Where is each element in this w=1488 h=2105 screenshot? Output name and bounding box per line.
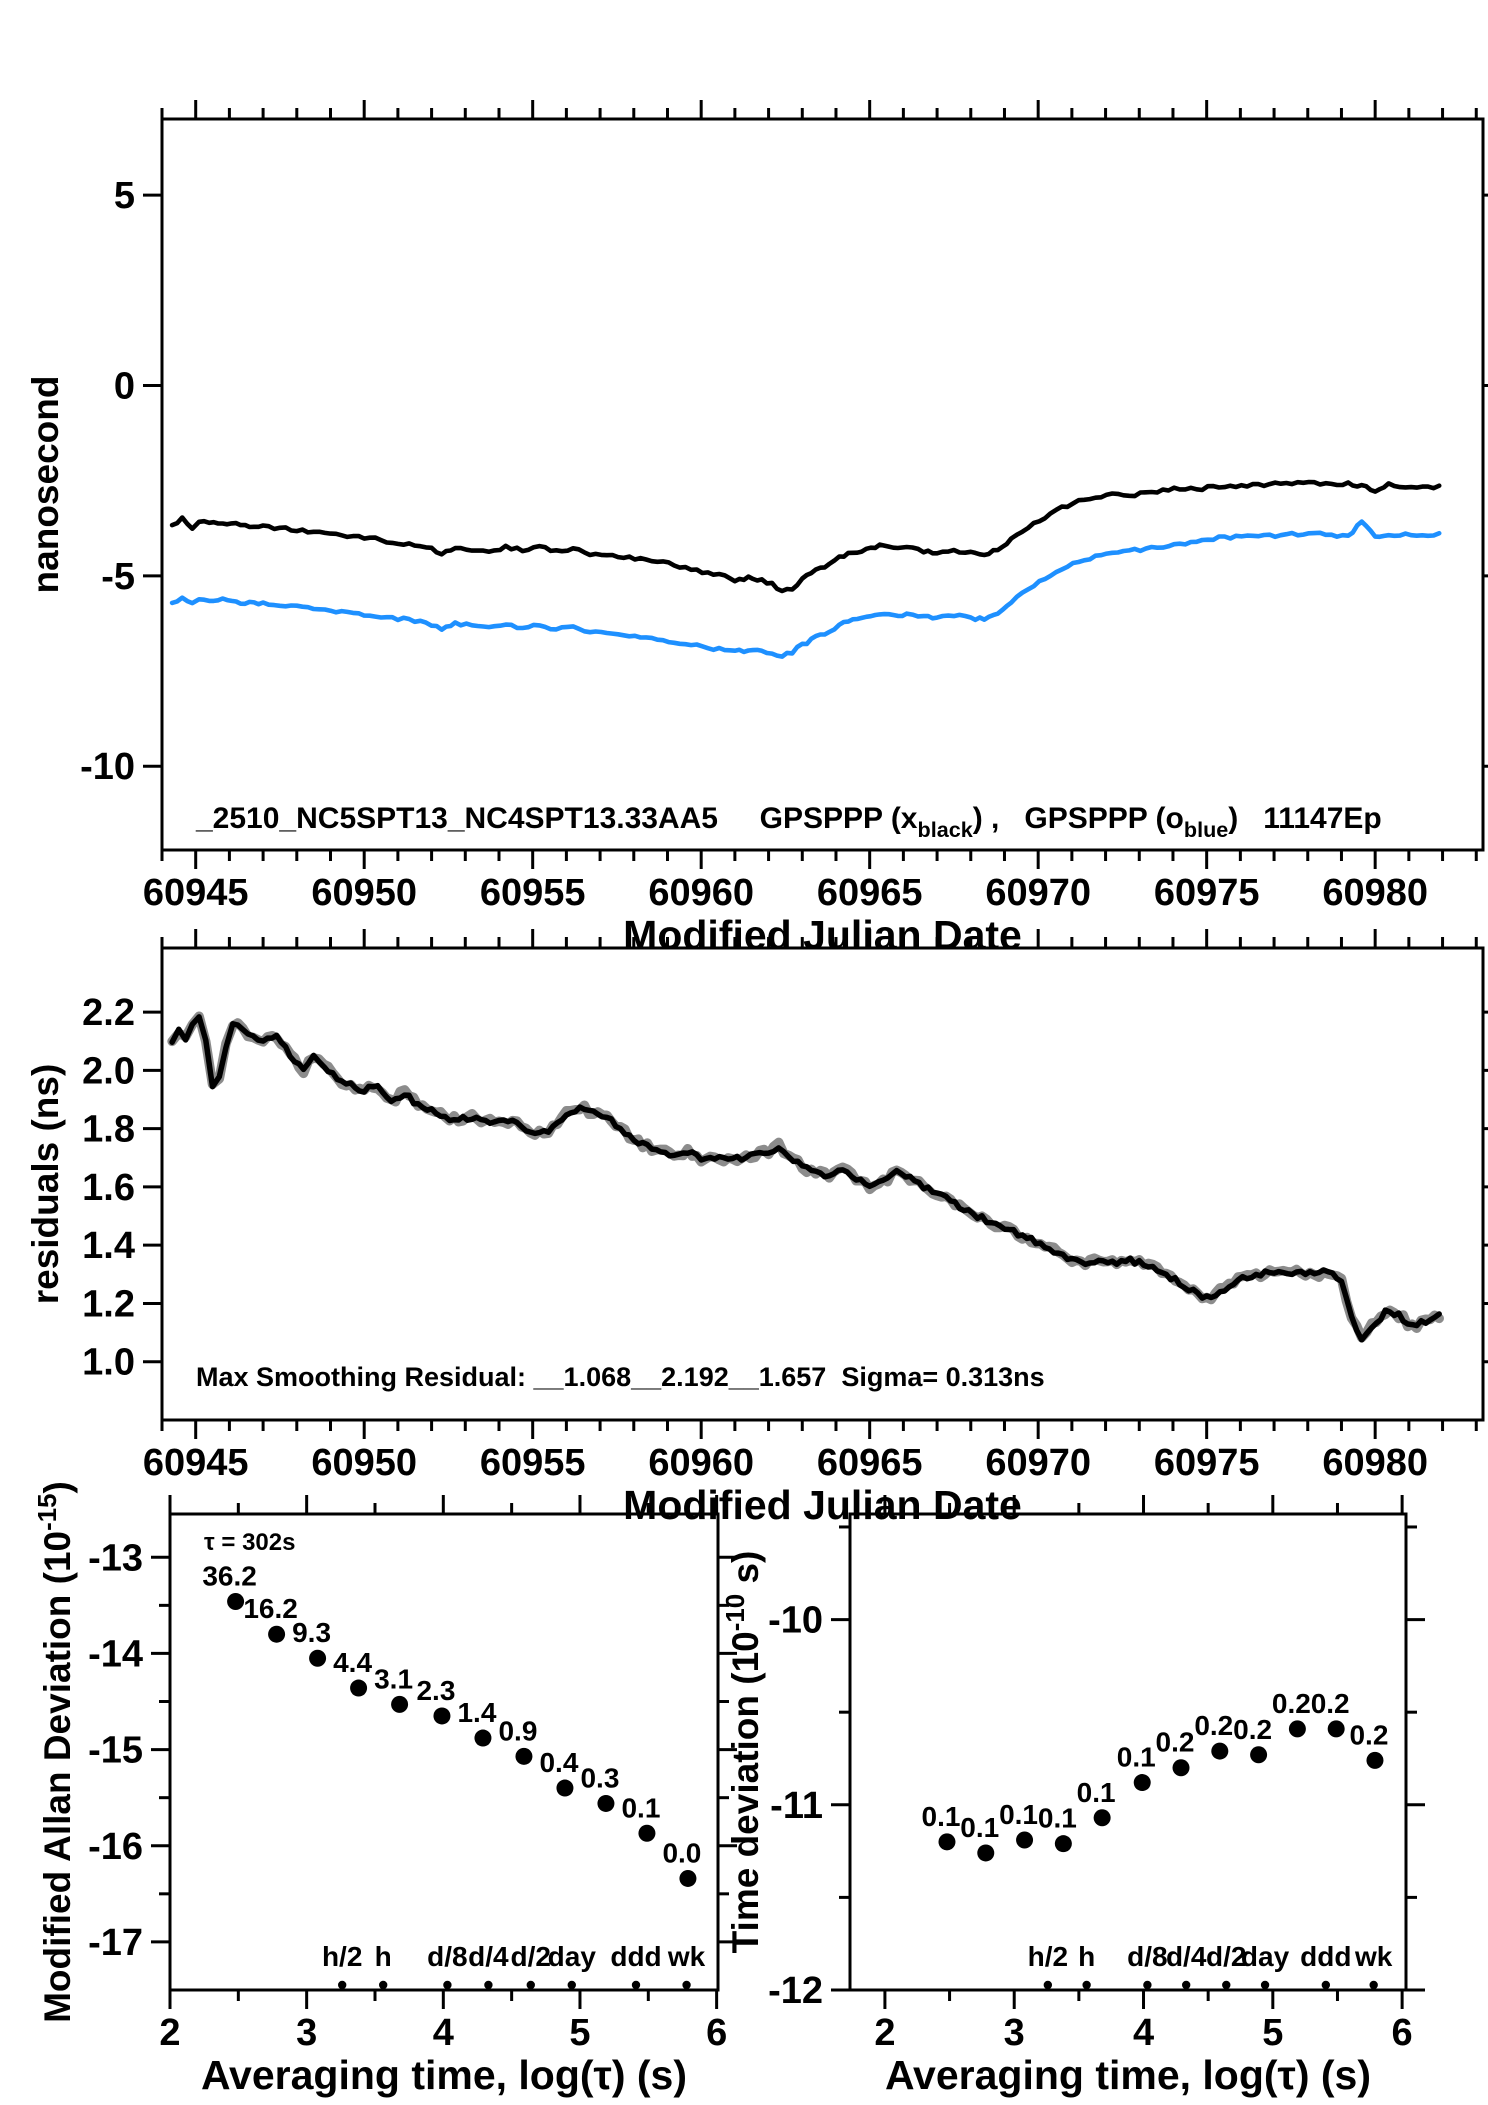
mid-ytick-label: 1.0 — [82, 1341, 135, 1384]
bl-mark-dot — [682, 1981, 690, 1989]
bl-xtick-label: 2 — [159, 2012, 181, 2054]
bl-xtick-label: 4 — [432, 2012, 454, 2054]
br-xtick-label: 2 — [874, 2012, 896, 2054]
br-point — [1211, 1743, 1228, 1760]
br-point-label: 0.2 — [1233, 1713, 1273, 1745]
mid-xtick-label: 60975 — [1153, 1442, 1260, 1484]
br-point — [1289, 1720, 1306, 1737]
br-xtick-label: 5 — [1262, 2012, 1284, 2054]
bl-xtick-label: 6 — [706, 2012, 728, 2054]
bl-mark-dot — [568, 1981, 576, 1989]
mid-xtick-label: 60970 — [985, 1442, 1092, 1484]
br-point-label: 0.2 — [1155, 1726, 1195, 1758]
br-mark-dot — [1261, 1981, 1269, 1989]
text-part: -15 — [33, 1493, 62, 1531]
br-mark-dot — [1322, 1981, 1330, 1989]
bl-point — [268, 1626, 285, 1643]
bl-point-label: 9.3 — [292, 1617, 332, 1649]
br-mark-label: d/8 — [1127, 1941, 1168, 1972]
br-point — [938, 1833, 955, 1850]
br-xtick-label: 3 — [1003, 2012, 1025, 2054]
top-ytick-label: -5 — [101, 555, 135, 598]
bl-mark-dot — [338, 1981, 346, 1989]
bl-mark-dot — [443, 1981, 451, 1989]
br-ytick-label: -12 — [768, 1970, 823, 2012]
text-part: _2510_NC5SPT13_NC4SPT13.33AA5 GPSPPP (x — [196, 802, 918, 835]
mid-xtick-label: 60965 — [816, 1442, 923, 1484]
br-point-label: 0.2 — [1310, 1687, 1350, 1719]
br-point — [977, 1844, 994, 1861]
br-mark-dot — [1369, 1981, 1377, 1989]
br-ytick-label: -11 — [770, 1784, 823, 1827]
bl-mark-label: d/2 — [510, 1941, 552, 1972]
bl-point-label: 1.4 — [457, 1697, 497, 1729]
bl-ytick-label: -14 — [88, 1633, 143, 1676]
br-mark-dot — [1143, 1981, 1151, 1989]
br-point-label: 0.1 — [921, 1800, 961, 1832]
bl-mark-label: day — [547, 1941, 596, 1972]
text-part: s) — [725, 1550, 766, 1594]
br-point — [1016, 1831, 1033, 1848]
mid-ytick-label: 1.2 — [82, 1283, 135, 1326]
bl-point-label: 4.4 — [333, 1647, 373, 1679]
bl-xlabel: Averaging time, log(τ) (s) — [200, 2052, 688, 2098]
bl-mark-dot — [632, 1981, 640, 1989]
br-point — [1328, 1720, 1345, 1737]
bl-mark-label: h — [374, 1941, 392, 1972]
top-ytick-label: -10 — [80, 746, 135, 789]
bl-mark-label: ddd — [610, 1941, 662, 1972]
bl-point — [638, 1825, 655, 1842]
bl-mark-label: h/2 — [321, 1941, 363, 1972]
br-mark-dot — [1222, 1981, 1230, 1989]
mid-xlabel: Modified Julian Date — [623, 1482, 1022, 1528]
bl-tau-annotation: τ = 302s — [204, 1529, 296, 1556]
bl-mark-dot — [379, 1981, 387, 1989]
text-part: ) — [37, 1481, 78, 1494]
top-ytick-label: 5 — [113, 175, 135, 218]
bl-xtick-label: 3 — [296, 2012, 318, 2054]
br-point-label: 0.2 — [1194, 1710, 1234, 1742]
bl-ylabel — [34, 1481, 78, 2023]
br-xlabel: Averaging time, log(τ) (s) — [884, 2052, 1372, 2098]
bl-point — [679, 1870, 696, 1887]
bl-point-label: 0.9 — [498, 1715, 538, 1747]
br-mark-label: wk — [1354, 1941, 1393, 1972]
br-point — [1173, 1759, 1190, 1776]
bl-point-label: 0.4 — [539, 1747, 579, 1779]
br-point — [1250, 1746, 1267, 1763]
bl-mark-label: d/8 — [427, 1941, 468, 1972]
top-ytick-label: 0 — [113, 365, 135, 408]
br-ytick-label: -10 — [768, 1599, 823, 1642]
top-xtick-label: 60955 — [479, 872, 586, 914]
bl-point-label: 36.2 — [202, 1560, 257, 1592]
mid-annotation — [196, 1362, 1045, 1392]
top-xtick-label: 60965 — [816, 872, 923, 914]
mid-xtick-label: 60960 — [648, 1442, 755, 1484]
br-mark-label: day — [1240, 1941, 1290, 1972]
mid-ytick-label: 1.6 — [82, 1166, 135, 1209]
bl-point — [350, 1680, 367, 1697]
text-part: black — [917, 817, 973, 842]
br-xtick-label: 4 — [1132, 2012, 1155, 2054]
br-point-label: 0.1 — [960, 1811, 1000, 1843]
text-part: blue — [1183, 817, 1229, 842]
top-ylabel — [25, 376, 66, 594]
br-xtick-label: 6 — [1391, 2012, 1413, 2054]
top-xtick-label: 60950 — [311, 872, 418, 914]
bl-ytick-label: -15 — [88, 1729, 143, 1772]
mid-ylabel — [25, 1064, 66, 1305]
text-part: ) , GPSPPP (o — [972, 802, 1184, 835]
top-xtick-label: 60970 — [985, 872, 1092, 914]
top-xtick-label: 60945 — [142, 872, 249, 914]
bl-point-label: 0.1 — [621, 1792, 661, 1824]
mid-ytick-label: 2.0 — [82, 1050, 135, 1093]
br-mark-label: d/4 — [1165, 1941, 1207, 1972]
text-part: ) 11147Ep — [1228, 802, 1382, 835]
bl-mark-dot — [527, 1981, 535, 1989]
br-point-label: 0.1 — [999, 1798, 1039, 1830]
bl-mark-label: d/4 — [468, 1941, 509, 1972]
br-mark-label: d/2 — [1206, 1941, 1247, 1972]
text-part: Max Smoothing Residual: __1.068__2.192__1.657 Sigma= 0.313ns — [196, 1362, 1045, 1392]
bl-point — [474, 1730, 491, 1747]
bl-point-label: 2.3 — [416, 1674, 456, 1706]
bl-point-label: 0.0 — [662, 1837, 702, 1869]
text-part: Modified Allan Deviation (10 — [37, 1530, 78, 2023]
text-part: Time deviation (10 — [725, 1631, 766, 1954]
bl-point — [515, 1748, 532, 1765]
mid-ytick-label: 1.8 — [82, 1108, 135, 1151]
br-point-label: 0.1 — [1076, 1776, 1116, 1808]
bl-mark-label: wk — [667, 1941, 706, 1972]
mid-ytick-label: 2.2 — [82, 992, 135, 1035]
top-xtick-label: 60960 — [648, 872, 755, 914]
mid-xtick-label: 60950 — [311, 1442, 418, 1484]
br-mark-dot — [1082, 1981, 1090, 1989]
br-point — [1134, 1774, 1151, 1791]
br-mark-dot — [1182, 1981, 1190, 1989]
br-mark-dot — [1044, 1981, 1052, 1989]
bl-point — [391, 1696, 408, 1713]
bl-point — [227, 1593, 244, 1610]
br-point — [1366, 1752, 1383, 1769]
bl-point — [309, 1650, 326, 1667]
br-point — [1055, 1835, 1072, 1852]
top-xtick-label: 60980 — [1322, 872, 1428, 914]
bl-point-label: 16.2 — [243, 1593, 298, 1625]
bl-point — [433, 1707, 450, 1724]
br-mark-label: ddd — [1300, 1941, 1352, 1972]
bl-ytick-label: -17 — [88, 1921, 143, 1964]
bl-point — [556, 1780, 573, 1797]
mid-ytick-label: 1.4 — [82, 1225, 135, 1268]
text-part: nanosecond — [25, 375, 66, 594]
br-point-label: 0.2 — [1271, 1687, 1311, 1719]
mid-xtick-label: 60980 — [1322, 1442, 1428, 1484]
text-part: residuals (ns) — [25, 1063, 66, 1305]
top-xlabel: Modified Julian Date — [623, 912, 1022, 958]
br-point — [1094, 1809, 1111, 1826]
br-point-label: 0.1 — [1037, 1802, 1077, 1834]
text-part: -10 — [721, 1593, 750, 1632]
bl-point — [597, 1795, 614, 1812]
top-xtick-label: 60975 — [1153, 872, 1260, 914]
mid-xtick-label: 60955 — [479, 1442, 586, 1484]
bl-point-label: 0.3 — [580, 1762, 620, 1794]
bl-ytick-label: -16 — [88, 1825, 143, 1868]
br-point-label: 0.1 — [1116, 1741, 1156, 1773]
br-point-label: 0.2 — [1349, 1719, 1389, 1751]
bl-point-label: 3.1 — [374, 1663, 414, 1695]
br-mark-label: h/2 — [1027, 1941, 1069, 1972]
br-mark-label: h — [1078, 1941, 1096, 1972]
bl-mark-dot — [484, 1981, 492, 1989]
bl-ytick-label: -13 — [88, 1537, 143, 1580]
mid-xtick-label: 60945 — [142, 1442, 249, 1484]
bl-xtick-label: 5 — [569, 2012, 591, 2054]
